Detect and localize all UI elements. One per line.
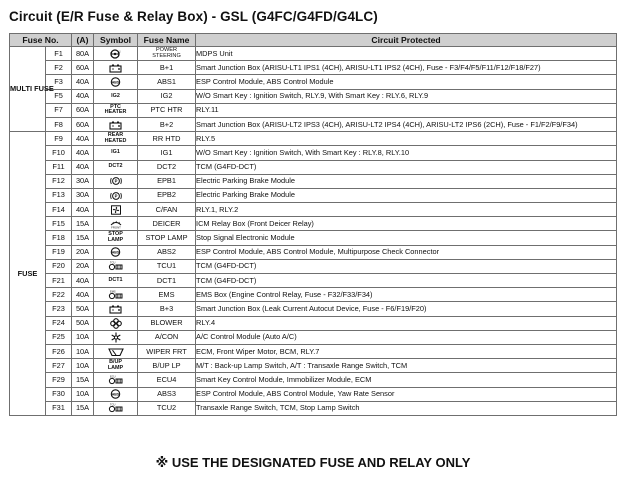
fuse-name: EMS xyxy=(138,288,196,302)
fuse-table xyxy=(9,33,617,416)
fuse-name: EPB2 xyxy=(138,188,196,202)
table-row xyxy=(10,174,617,188)
fan-icon xyxy=(94,203,138,217)
abs-icon xyxy=(94,387,138,401)
fuse-number: F7 xyxy=(46,103,72,117)
symbol-text: IG2 xyxy=(111,92,120,99)
fuse-name: DEICER xyxy=(138,217,196,231)
header-fuse-no: Fuse No. xyxy=(10,34,72,47)
steering-icon xyxy=(94,47,138,61)
epb-icon xyxy=(94,174,138,188)
circuit-protected: TCM (G4FD-DCT) xyxy=(196,160,617,174)
table-row xyxy=(10,146,617,160)
fuse-name: B/UP LP xyxy=(138,359,196,373)
group-fuse: FUSE xyxy=(10,132,46,416)
fuse-number: F19 xyxy=(46,245,72,259)
fuse-number: F8 xyxy=(46,117,72,131)
fuse-name: ECU4 xyxy=(138,373,196,387)
fuse-name: EPB1 xyxy=(138,174,196,188)
fuse-number: F18 xyxy=(46,231,72,245)
fuse-number: F5 xyxy=(46,89,72,103)
fuse-name: ABS3 xyxy=(138,387,196,401)
svg-text:TCU: TCU xyxy=(109,403,115,407)
fuse-amperage: 40A xyxy=(72,146,94,160)
fuse-name: DCT2 xyxy=(138,160,196,174)
table-row xyxy=(10,302,617,316)
circuit-protected: W/O Smart Key : Ignition Switch, RLY.9, With Smart Key : RLY.6, RLY.9 xyxy=(196,89,617,103)
fuse-amperage: 30A xyxy=(72,174,94,188)
fuse-amperage: 60A xyxy=(72,103,94,117)
fuse-amperage: 40A xyxy=(72,288,94,302)
table-row xyxy=(10,259,617,273)
wiper-icon xyxy=(94,344,138,358)
ecu-icon xyxy=(94,373,138,387)
header-symbol: Symbol xyxy=(94,34,138,47)
fuse-amperage: 10A xyxy=(72,387,94,401)
fuse-amperage: 40A xyxy=(72,203,94,217)
circuit-protected: ICM Relay Box (Front Deicer Relay) xyxy=(196,217,617,231)
fuse-name: ABS1 xyxy=(138,75,196,89)
fuse-amperage: 40A xyxy=(72,160,94,174)
fuse-number: F30 xyxy=(46,387,72,401)
circuit-protected: MDPS Unit xyxy=(196,47,617,61)
circuit-protected: Smart Junction Box (Leak Current Autocut Device, Fuse - F6/F19/F20) xyxy=(196,302,617,316)
table-row xyxy=(10,203,617,217)
fuse-number: F22 xyxy=(46,288,72,302)
table-row xyxy=(10,188,617,202)
fuse-amperage: 40A xyxy=(72,132,94,146)
table-row xyxy=(10,387,617,401)
fuse-amperage: 40A xyxy=(72,274,94,288)
fuse-number: F26 xyxy=(46,344,72,358)
symbol-text: STOP LAMP xyxy=(107,231,124,244)
symbol-label xyxy=(94,160,138,174)
symbol-text: DCT1 xyxy=(108,276,123,283)
svg-text:!: ! xyxy=(119,49,120,54)
fuse-name: A/CON xyxy=(138,330,196,344)
group-multi-fuse: MULTI FUSE xyxy=(10,47,46,132)
abs-icon xyxy=(94,75,138,89)
symbol-label xyxy=(94,103,138,117)
epb-icon xyxy=(94,188,138,202)
circuit-protected: ESP Control Module, ABS Control Module xyxy=(196,75,617,89)
fuse-name: DCT1 xyxy=(138,274,196,288)
fuse-name-text: POWER STEERING xyxy=(152,47,181,59)
table-row xyxy=(10,61,617,75)
battery-icon xyxy=(94,61,138,75)
table-row xyxy=(10,274,617,288)
circuit-protected: RLY.4 xyxy=(196,316,617,330)
fuse-amperage: 15A xyxy=(72,401,94,415)
fuse-name: B+1 xyxy=(138,61,196,75)
table-row xyxy=(10,359,617,373)
circuit-protected: Smart Key Control Module, Immobilizer Module, ECM xyxy=(196,373,617,387)
symbol-label xyxy=(94,146,138,160)
fuse-amperage: 10A xyxy=(72,344,94,358)
fuse-number: F12 xyxy=(46,174,72,188)
table-row xyxy=(10,245,617,259)
symbol-text: DCT2 xyxy=(108,163,123,170)
fuse-name: PTC HTR xyxy=(138,103,196,117)
table-row xyxy=(10,373,617,387)
aircon-icon xyxy=(94,330,138,344)
fuse-number: F31 xyxy=(46,401,72,415)
symbol-text: B/UP LAMP xyxy=(107,359,124,371)
blower-icon xyxy=(94,316,138,330)
abs-icon xyxy=(94,245,138,259)
fuse-number: F20 xyxy=(46,259,72,273)
svg-text:P: P xyxy=(114,193,117,199)
circuit-protected: TCM (G4FD-DCT) xyxy=(196,274,617,288)
header-circuit: Circuit Protected xyxy=(196,34,617,47)
fuse-number: F11 xyxy=(46,160,72,174)
svg-text:P: P xyxy=(114,178,117,184)
circuit-protected: EMS Box (Engine Control Relay, Fuse - F32/F33/F34) xyxy=(196,288,617,302)
svg-text:TCU: TCU xyxy=(109,262,115,266)
symbol-text: IG1 xyxy=(111,149,120,156)
fuse-amperage: 10A xyxy=(72,359,94,373)
fuse-amperage: 80A xyxy=(72,47,94,61)
fuse-number: F2 xyxy=(46,61,72,75)
table-row xyxy=(10,217,617,231)
table-header-row xyxy=(10,34,617,47)
table-row xyxy=(10,401,617,415)
circuit-protected: A/C Control Module (Auto A/C) xyxy=(196,330,617,344)
table-row xyxy=(10,75,617,89)
fuse-amperage: 50A xyxy=(72,302,94,316)
circuit-protected: TCM (G4FD-DCT) xyxy=(196,259,617,273)
fuse-amperage: 30A xyxy=(72,188,94,202)
circuit-protected: Electric Parking Brake Module xyxy=(196,188,617,202)
symbol-label xyxy=(94,89,138,103)
circuit-protected: Stop Signal Electronic Module xyxy=(196,231,617,245)
header-fuse-name: Fuse Name xyxy=(138,34,196,47)
svg-text:ECU: ECU xyxy=(109,375,115,379)
fuse-number: F10 xyxy=(46,146,72,160)
symbol-text: PTC HEATER xyxy=(104,103,127,116)
symbol-label xyxy=(94,231,138,245)
fuse-number: F9 xyxy=(46,132,72,146)
table-row xyxy=(10,117,617,131)
circuit-protected: Smart Junction Box (ARISU-LT2 IPS3 (4CH), ARISU-LT2 IPS4 (4CH), ARISU-LT2 IPS6 (2CH), Fuse - F1/F2/F9/F34) xyxy=(196,117,617,131)
table-row xyxy=(10,47,617,61)
fuse-amperage: 15A xyxy=(72,373,94,387)
battery-icon xyxy=(94,302,138,316)
fuse-name: WIPER FRT xyxy=(138,344,196,358)
fuse-number: F15 xyxy=(46,217,72,231)
fuse-number: F3 xyxy=(46,75,72,89)
fuse-name xyxy=(138,47,196,61)
table-row xyxy=(10,330,617,344)
symbol-label xyxy=(94,274,138,288)
table-row xyxy=(10,89,617,103)
footer-note: ※ USE THE DESIGNATED FUSE AND RELAY ONLY xyxy=(155,455,471,470)
symbol-label xyxy=(94,359,138,373)
svg-text:ABS: ABS xyxy=(111,80,120,85)
circuit-protected: Electric Parking Brake Module xyxy=(196,174,617,188)
battery-icon xyxy=(94,117,138,131)
circuit-protected: ESP Control Module, ABS Control Module, Multipurpose Check Connector xyxy=(196,245,617,259)
table-row xyxy=(10,231,617,245)
page-title: Circuit (E/R Fuse & Relay Box) - GSL (G4FC/G4FD/G4LC) xyxy=(9,9,378,24)
fuse-name: B+3 xyxy=(138,302,196,316)
table-row xyxy=(10,316,617,330)
ems-icon xyxy=(94,288,138,302)
fuse-name: TCU1 xyxy=(138,259,196,273)
symbol-label xyxy=(94,132,138,146)
circuit-protected: ESP Control Module, ABS Control Module, Yaw Rate Sensor xyxy=(196,387,617,401)
fuse-amperage: 10A xyxy=(72,330,94,344)
fuse-amperage: 50A xyxy=(72,316,94,330)
fuse-number: F27 xyxy=(46,359,72,373)
fuse-number: F21 xyxy=(46,274,72,288)
symbol-text: REAR HEATED xyxy=(104,132,127,144)
svg-text:EMS: EMS xyxy=(109,290,116,294)
fuse-number: F14 xyxy=(46,203,72,217)
table-row xyxy=(10,132,617,146)
tcu-icon xyxy=(94,259,138,273)
fuse-name: ABS2 xyxy=(138,245,196,259)
header-amp: (A) xyxy=(72,34,94,47)
tcu-icon xyxy=(94,401,138,415)
fuse-name: B+2 xyxy=(138,117,196,131)
fuse-amperage: 40A xyxy=(72,75,94,89)
svg-text:ABS: ABS xyxy=(111,392,120,397)
circuit-protected: RLY.11 xyxy=(196,103,617,117)
circuit-protected: RLY.1, RLY.2 xyxy=(196,203,617,217)
circuit-protected: Smart Junction Box (ARISU-LT1 IPS1 (4CH), ARISU-LT1 IPS2 (4CH), Fuse - F3/F4/F5/F11/F12/F18/F27) xyxy=(196,61,617,75)
circuit-protected: ECM, Front Wiper Motor, BCM, RLY.7 xyxy=(196,344,617,358)
fuse-name: IG2 xyxy=(138,89,196,103)
table-row xyxy=(10,288,617,302)
fuse-amperage: 60A xyxy=(72,117,94,131)
fuse-amperage: 60A xyxy=(72,61,94,75)
table-row xyxy=(10,160,617,174)
fuse-number: F25 xyxy=(46,330,72,344)
fuse-number: F23 xyxy=(46,302,72,316)
circuit-protected: RLY.5 xyxy=(196,132,617,146)
fuse-number: F1 xyxy=(46,47,72,61)
fuse-number: F13 xyxy=(46,188,72,202)
fuse-number: F24 xyxy=(46,316,72,330)
table-row xyxy=(10,103,617,117)
fuse-number: F29 xyxy=(46,373,72,387)
circuit-protected: W/O Smart Key : Ignition Switch, With Smart Key : RLY.8, RLY.10 xyxy=(196,146,617,160)
fuse-name: STOP LAMP xyxy=(138,231,196,245)
fuse-amperage: 15A xyxy=(72,231,94,245)
svg-text:FRONT: FRONT xyxy=(110,225,121,230)
fuse-amperage: 40A xyxy=(72,89,94,103)
fuse-amperage: 15A xyxy=(72,217,94,231)
fuse-name: IG1 xyxy=(138,146,196,160)
fuse-amperage: 20A xyxy=(72,259,94,273)
deicer-icon xyxy=(94,217,138,231)
fuse-name: RR HTD xyxy=(138,132,196,146)
svg-text:ABS: ABS xyxy=(111,250,120,255)
circuit-protected: M/T : Back-up Lamp Switch, A/T : Transaxle Range Switch, TCM xyxy=(196,359,617,373)
fuse-name: BLOWER xyxy=(138,316,196,330)
table-row xyxy=(10,344,617,358)
fuse-name: C/FAN xyxy=(138,203,196,217)
fuse-amperage: 20A xyxy=(72,245,94,259)
fuse-name: TCU2 xyxy=(138,401,196,415)
circuit-protected: Transaxle Range Switch, TCM, Stop Lamp Switch xyxy=(196,401,617,415)
